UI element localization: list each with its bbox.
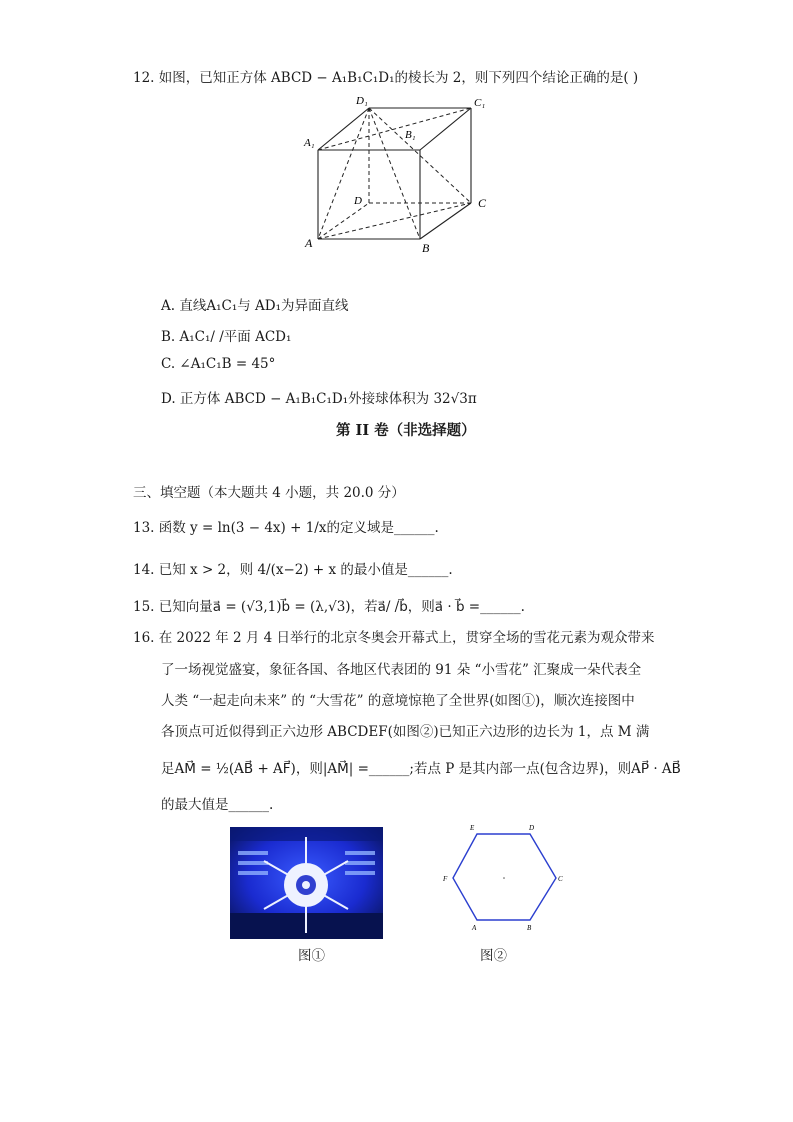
q12-option-d: D. 正方体 ABCD − A₁B₁C₁D₁外接球体积为 32√3π	[161, 391, 477, 407]
label-C1: C₁	[474, 97, 486, 109]
q16-line-1: 16. 在 2022 年 2 月 4 日举行的北京冬奥会开幕式上，贯穿全场的雪花元素为观众带来	[133, 630, 655, 646]
q12-option-a: A. 直线A₁C₁与 AD₁为异面直线	[161, 298, 349, 314]
label-D: D	[354, 195, 362, 207]
part2-title: 第 II 卷（非选择题）	[336, 422, 476, 439]
q12-option-b: B. A₁C₁/ /平面 ACD₁	[161, 329, 292, 345]
hex-label-B: B	[527, 924, 532, 932]
fig1-caption: 图①	[298, 948, 325, 964]
label-D1: D₁	[356, 95, 368, 107]
q16-line-4: 各顶点可近似得到正六边形 ABCDEF(如图②)已知正六边形的边长为 1，点 M 满	[161, 724, 650, 740]
q16-line-2: 了一场视觉盛宴，象征各国、各地区代表团的 91 朵 “小雪花” 汇聚成一朵代表全	[161, 662, 642, 678]
q14: 14. 已知 x > 2，则 4/(x−2) + x 的最小值是______.	[133, 562, 453, 578]
q15: 15. 已知向量a⃗ = (√3,1)b⃗ = (λ,√3)，若a⃗/ /b⃗，则a⃗ · b⃗ =______.	[133, 599, 525, 615]
hex-label-E: E	[470, 824, 475, 832]
q16-line-3: 人类 “一起走向未来” 的 “大雪花” 的意境惊艳了全世界(如图①)，顺次连接图中	[161, 693, 635, 709]
q16-line-6: 的最大值是______.	[161, 797, 274, 813]
snowflake-photo	[230, 827, 383, 939]
label-A1: A₁	[304, 137, 315, 149]
cube-figure	[290, 88, 500, 258]
hexagon-figure	[435, 820, 575, 940]
q13: 13. 函数 y = ln(3 − 4x) + 1/x的定义域是______.	[133, 520, 439, 536]
q12-option-c: C. ∠A₁C₁B = 45°	[161, 356, 276, 372]
section3-header: 三、填空题（本大题共 4 小题，共 20.0 分）	[133, 485, 405, 501]
q16-line-5: 足AM⃗ = ½(AB⃗ + AF⃗)，则|AM⃗| =______;若点 P 是其内部一点(包含边界)，则AP⃗ · AB⃗	[161, 761, 681, 777]
hex-label-C: C	[558, 875, 563, 883]
label-B: B	[422, 241, 430, 255]
hex-label-D: D	[529, 824, 535, 832]
hex-label-F: F	[443, 875, 448, 883]
label-C: C	[478, 196, 487, 210]
label-B1: B₁	[405, 129, 416, 141]
label-A: A	[305, 236, 313, 250]
hex-label-A: A	[472, 924, 477, 932]
q12-stem: 12. 如图，已知正方体 ABCD − A₁B₁C₁D₁的棱长为 2，则下列四个结论正确的是( )	[133, 70, 639, 86]
fig2-caption: 图②	[480, 948, 507, 964]
